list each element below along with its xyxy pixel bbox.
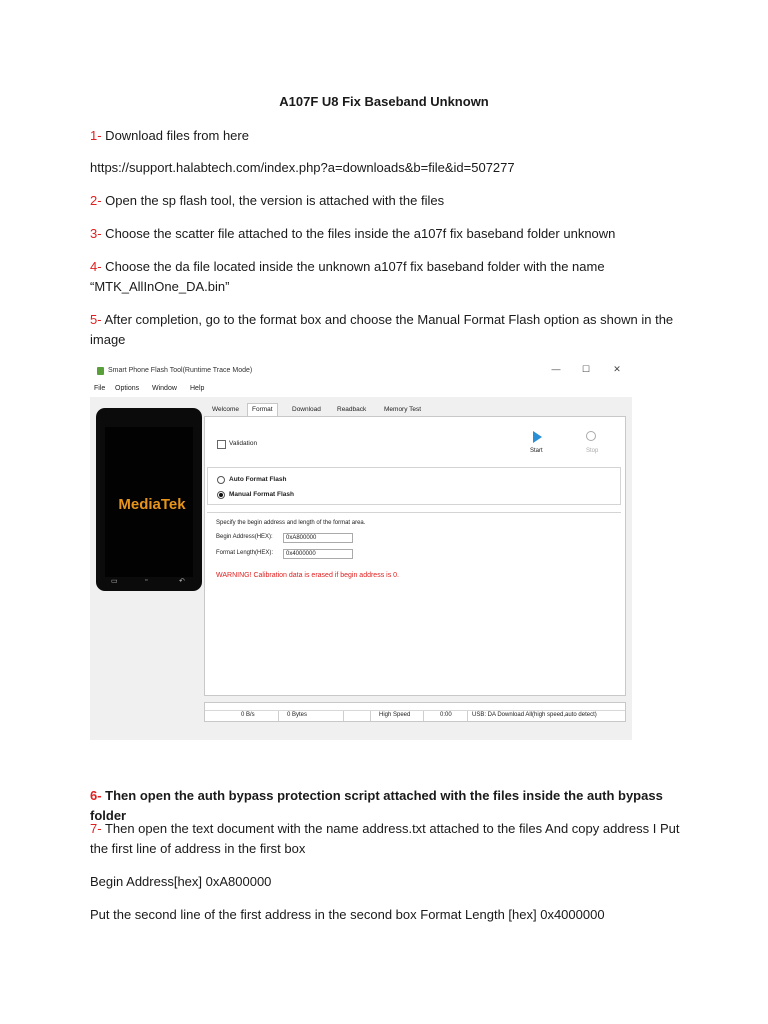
close-icon[interactable]: ✕ xyxy=(613,364,621,374)
validation-checkbox[interactable] xyxy=(217,440,226,449)
format-length-input[interactable]: 0x4000000 xyxy=(283,549,353,559)
step-text: Then open the text document with the name address.txt attached to the files And copy address I Put the first line of address in the first box xyxy=(90,821,680,856)
start-icon[interactable] xyxy=(533,431,542,443)
status-divider xyxy=(343,711,344,721)
format-type-group xyxy=(207,467,621,505)
window-title: Smart Phone Flash Tool(Runtime Trace Mode) xyxy=(108,367,253,374)
step-number: 3- xyxy=(90,226,102,241)
tab-format[interactable]: Format xyxy=(247,403,278,416)
status-bytes: 0 Bytes xyxy=(287,712,308,718)
step-number: 5- xyxy=(90,312,102,327)
manual-format-label: Manual Format Flash xyxy=(229,491,295,498)
tab-readback[interactable]: Readback xyxy=(337,406,367,413)
step-number: 7- xyxy=(90,821,102,836)
step-2 xyxy=(90,191,680,211)
menu-bar xyxy=(90,383,632,397)
start-button-label[interactable]: Start xyxy=(530,448,543,454)
auto-format-label: Auto Format Flash xyxy=(229,476,287,483)
tab-memory-test[interactable]: Memory Test xyxy=(384,406,422,413)
window-titlebar xyxy=(90,357,632,383)
flash-tool-screenshot xyxy=(90,357,632,740)
menu-file[interactable]: File xyxy=(94,385,106,392)
menu-window[interactable]: Window xyxy=(152,385,177,392)
stop-button-label[interactable]: Stop xyxy=(586,448,599,454)
step-3 xyxy=(90,224,680,244)
menu-options[interactable]: Options xyxy=(115,385,140,392)
phone-navbar xyxy=(105,576,193,586)
begin-address-note: Begin Address[hex] 0xA800000 xyxy=(90,874,272,889)
validation-label: Validation xyxy=(229,440,258,447)
begin-address-label: Begin Address(HEX): xyxy=(216,534,273,540)
step-1 xyxy=(90,126,680,146)
document-title: A107F U8 Fix Baseband Unknown xyxy=(279,94,489,109)
step-text: After completion, go to the format box and choose the Manual Format Flash option as shown in the image xyxy=(90,312,674,347)
spec-text: Specify the begin address and length of the format area. xyxy=(216,520,366,526)
step-5 xyxy=(90,310,680,349)
format-length-label: Format Length(HEX): xyxy=(216,550,274,556)
auto-format-radio[interactable] xyxy=(217,476,225,484)
status-divider xyxy=(467,711,468,721)
maximize-icon[interactable]: ☐ xyxy=(581,364,591,374)
back-key-icon: ↶ xyxy=(179,578,185,585)
step-number: 2- xyxy=(90,193,102,208)
phone-image xyxy=(96,408,202,591)
manual-format-radio[interactable] xyxy=(217,491,225,499)
step-4 xyxy=(90,257,680,296)
step-7 xyxy=(90,819,680,858)
manual-format-group xyxy=(207,512,621,587)
status-divider xyxy=(278,711,279,721)
status-mode: High Speed xyxy=(379,712,411,718)
app-icon xyxy=(97,367,104,375)
menu-key-icon: ▭ xyxy=(111,578,118,585)
phone-brand: MediaTek xyxy=(118,496,186,513)
menu-help[interactable]: Help xyxy=(190,385,205,392)
step-text: Choose the da file located inside the unknown a107f fix baseband folder with the name “MTK_AllInOne_DA.bin” xyxy=(90,259,605,294)
format-panel xyxy=(204,416,626,696)
step-text: Then open the auth bypass protection script attached with the files inside the auth bypass folder xyxy=(90,788,663,823)
step-text: Open the sp flash tool, the version is attached with the files xyxy=(101,193,445,208)
status-usb: USB: DA Download All(high speed,auto detect) xyxy=(472,712,597,718)
warning-text: WARNING! Calibration data is erased if begin address is 0. xyxy=(216,572,399,579)
step-number: 1- xyxy=(90,128,102,143)
status-divider xyxy=(423,711,424,721)
status-speed: 0 B/s xyxy=(241,712,255,718)
tab-welcome[interactable]: Welcome xyxy=(212,406,239,413)
progress-bar xyxy=(205,703,625,711)
begin-address-input[interactable]: 0xA800000 xyxy=(283,533,353,543)
step-text: Choose the scatter file attached to the files inside the a107f fix baseband folder unknown xyxy=(101,226,616,241)
stop-icon[interactable] xyxy=(586,431,596,441)
minimize-icon[interactable]: — xyxy=(551,364,561,374)
home-key-icon: ▫ xyxy=(145,577,148,584)
step-number: 4- xyxy=(90,259,102,274)
step-text: Download files from here xyxy=(101,128,249,143)
tab-download[interactable]: Download xyxy=(292,406,321,413)
download-url[interactable]: https://support.halabtech.com/index.php?a=downloads&b=file&id=507277 xyxy=(90,160,515,175)
tab-bar xyxy=(204,403,504,417)
status-bar xyxy=(204,702,626,722)
status-divider xyxy=(370,711,371,721)
step-number: 6- xyxy=(90,788,102,803)
format-length-note: Put the second line of the first address in the second box Format Length [hex] 0x4000000 xyxy=(90,907,605,922)
status-time: 0:00 xyxy=(440,712,452,718)
